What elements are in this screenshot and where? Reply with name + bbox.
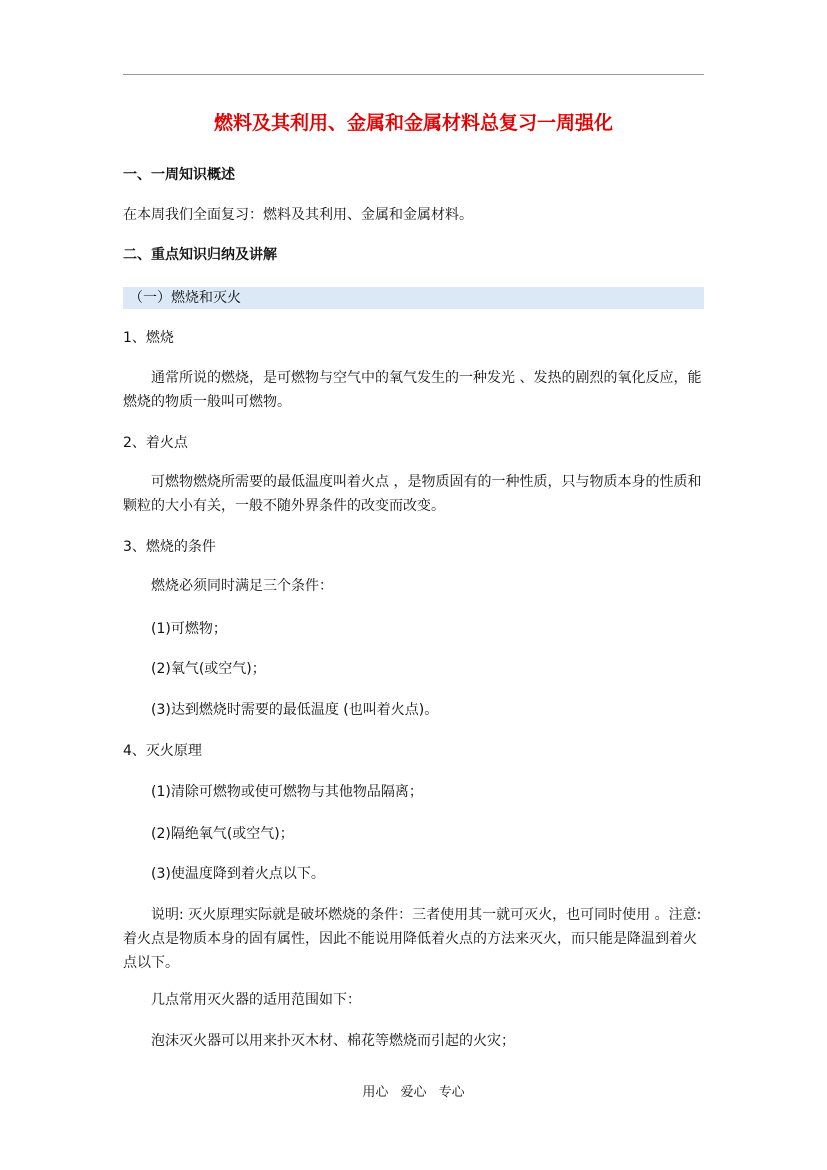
subsection-heading-combustion: （一）燃烧和灭火 [123,287,704,309]
condition-1: (1)可燃物； [151,621,227,637]
item-1-text: 通常所说的燃烧，是可燃物与空气中的氧气发生的一种发光 、发热的剧烈的氧化反应，能燃烧的物质一般叫可燃物。 [123,370,702,410]
section-1-text: 在本周我们全面复习：燃料及其利用、金属和金属材料。 [123,207,473,223]
header-rule [123,74,704,75]
condition-3: (3)达到燃烧时需要的最低温度 (也叫着火点)。 [151,702,439,718]
item-2-text: 可燃物燃烧所需要的最低温度叫着火点 ，是物质固有的一种性质，只与物质本身的性质和颗粒的大小有关，一般不随外界条件的改变而改变。 [123,474,702,514]
principle-1: (1)清除可燃物或使可燃物与其他物品隔离； [151,784,423,800]
note-paragraph: 说明: 灭火原理实际就是破坏燃烧的条件：三者使用其一就可灭火，也可同时使用 。注意: 着火点是物质本身的固有属性，因此不能说用降低着火点的方法来灭火，而只能是降温到着火点以下。 [123,907,702,971]
item-3-heading: 3、燃烧的条件 [123,539,216,555]
item-1-heading: 1、燃烧 [123,330,174,346]
extinguisher-intro: 几点常用灭火器的适用范围如下： [151,992,361,1008]
item-3-intro: 燃烧必须同时满足三个条件： [151,578,333,594]
condition-2: (2)氧气(或空气)； [151,661,266,677]
section-2-heading: 二、重点知识归纳及讲解 [123,247,277,263]
foam-extinguisher-text: 泡沫灭火器可以用来扑灭木材、棉花等燃烧而引起的火灾； [151,1033,515,1049]
principle-3: (3)使温度降到着火点以下。 [151,866,325,882]
document-title: 燃料及其利用、金属和金属材料总复习一周强化 [213,112,613,134]
page-footer: 用心 爱心 专心 [362,1085,465,1100]
item-4-heading: 4、灭火原理 [123,743,202,759]
section-1-heading: 一、一周知识概述 [123,167,235,183]
principle-2: (2)隔绝氧气(或空气)； [151,826,294,842]
item-2-heading: 2、着火点 [123,435,188,451]
